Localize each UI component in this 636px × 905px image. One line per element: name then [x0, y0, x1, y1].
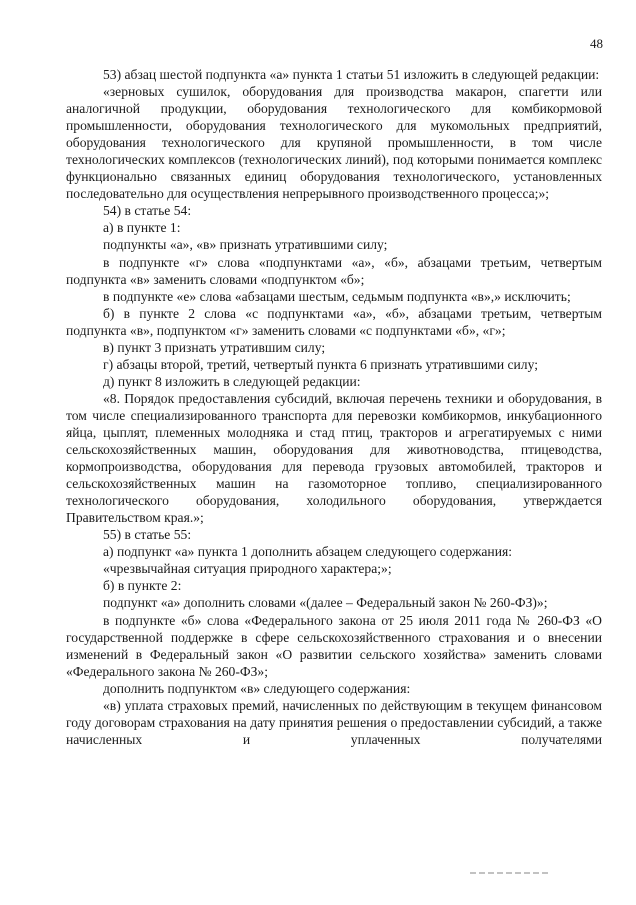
paragraph: в подпункте «б» слова «Федерального закона от 25 июля 2011 года № 260-ФЗ «О государственной поддержке в сфере сельскохозяйственного страхования и о внесении изменений в Федеральный закон «О развитии сельского хозяйства» заменить словами «Федерального закона № 260-ФЗ»;: [66, 612, 602, 679]
paragraph: б) в пункте 2 слова «с подпунктами «а», «б», абзацами третьим, четвертым подпункта «в», подпунктом «г» заменить словами «с подпунктами «б», «г»;: [66, 305, 602, 338]
paragraph: д) пункт 8 изложить в следующей редакции:: [103, 373, 361, 389]
page-number: 48: [590, 36, 603, 51]
paragraph: подпункт «а» дополнить словами «(далее – Федеральный закон № 260-ФЗ)»;: [103, 595, 548, 611]
paragraph: в подпункте «г» слова «подпунктами «а», «б», абзацами третьим, четвертым подпункта «в» заменить словами «подпунктом «б»;: [66, 254, 602, 287]
paragraph: в) пункт 3 признать утратившим силу;: [103, 339, 326, 355]
paragraph: 54) в статье 54:: [103, 203, 192, 219]
paragraph: а) в пункте 1:: [103, 220, 181, 236]
paragraph: 53) абзац шестой подпункта «а» пункта 1 статьи 51 изложить в следующей редакции:: [103, 67, 600, 82]
paragraph: «8. Порядок предоставления субсидий, включая перечень техники и оборудования, в том числе специализированного транспорта для перевозки комбикормов, инкубационного яйца, цыплят, племенных молодняка и стад птиц, тракторов и агрегатируемых с ними сельскохозяйственных машин, оборудования для животноводства, птицеводства, кормопроизводства, оборудования для перевода грузовых автомобилей, тракторов и сельскохозяйственных машин на газомоторное топливо, специализированного технологического оборудования, холодильного оборудования, утверждается Правительством края.»;: [66, 390, 602, 526]
paragraph: в подпункте «е» слова «абзацами шестым, седьмым подпункта «в»,» исключить;: [103, 288, 571, 304]
paragraph: дополнить подпунктом «в» следующего содержания:: [103, 680, 411, 696]
paragraph: 55) в статье 55:: [103, 527, 192, 543]
paragraph: «чрезвычайная ситуация природного характера;»;: [103, 561, 392, 577]
paragraph: «зерновых сушилок, оборудования для производства макарон, спагетти или аналогичной продукции, оборудования технологического для комбикормовой промышленности, оборудования технологического для мукомольных предприятий, оборудования технологического для крупяной промышленности, в том числе технологических комплексов (технологических линий), под которыми понимается комплекс функционально связанных единиц оборудования технологического, установленных последовательно для осуществления непрерывного производственного процесса;»;: [66, 84, 602, 202]
paragraph: подпункты «а», «в» признать утратившими силу;: [103, 237, 388, 253]
paragraph: а) подпункт «а» пункта 1 дополнить абзацем следующего содержания:: [103, 544, 512, 560]
paragraph: г) абзацы второй, третий, четвертый пункта 6 признать утратившими силу;: [103, 356, 538, 372]
paragraph: б) в пункте 2:: [103, 578, 182, 594]
document-body: [66, 66, 602, 748]
scan-artifact: [470, 872, 550, 874]
paragraph: «в) уплата страховых премий, начисленных по действующим в текущем финансовом году договорам страхования на дату принятия решения о предоставлении субсидий, а также начисленных и уплаченных получателями: [66, 697, 602, 747]
